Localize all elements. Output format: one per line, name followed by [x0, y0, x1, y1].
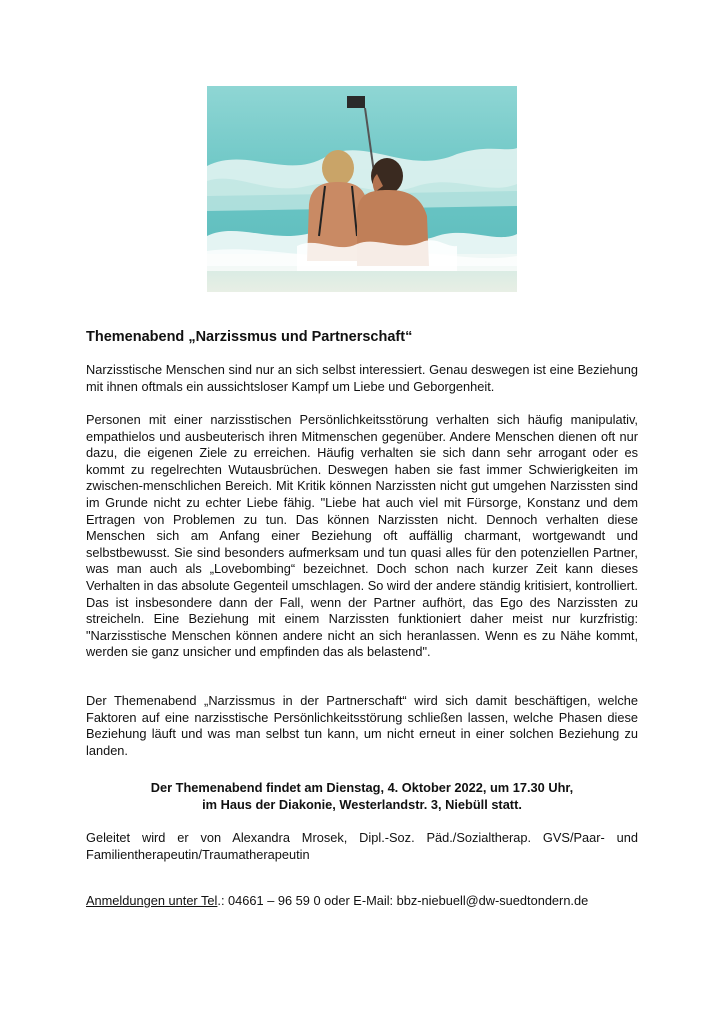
leader-paragraph: Geleitet wird er von Alexandra Mrosek, Dipl.-Soz. Päd./Sozialtherap. GVS/Paar- und Familientherapeutin/Traumatherapeutin: [86, 830, 638, 862]
contact-details: .: 04661 – 96 59 0 oder E-Mail: bbz-niebuell@dw-suedtondern.de: [217, 892, 589, 908]
event-location-line: im Haus der Diakonie, Westerlandstr. 3, Niebüll statt.: [202, 797, 522, 812]
page-title: Themenabend „Narzissmus und Partnerschaft“: [86, 329, 413, 345]
registration-label: Anmeldungen unter Tel: [86, 892, 218, 908]
beach-selfie-illustration: [207, 86, 517, 292]
event-details: [86, 779, 638, 813]
body-paragraph: Personen mit einer narzisstischen Persönlichkeitsstörung verhalten sich häufig manipulativ, empathielos und ausbeuterisch ihren Mitmenschen gegenüber. Andere Menschen dienen oft nur dazu, die eigenen Ziele zu erreichen. Häufig verhalten sie sich dann sehr arrogant oder es kommt zu regelrechten Wutausbrüchen. Deswegen haben sie fast immer Schwierigkeiten im zwischen-menschlichen Bereich. Mit Kritik können Narzissten nicht gut umgehen Narzissten sind im Grunde nicht zu echter Liebe fähig. "Liebe hat auch viel mit Fürsorge, Konstanz und dem Ertragen von Problemen zu tun. Das können Narzissten nicht. Dennoch verhalten diese Menschen sich am Anfang einer Beziehung oft auffällig charmant, wortgewandt und selbstbewusst. Sie sind besonders aufmerksam und tun quasi alles für den potenziellen Partner, was man auch als „Lovebombing“ bezeichnet. Doch schon nach kurzer Zeit kann dieses Verhalten in das absolute Gegenteil umschlagen. So wird der andere ständig kritisiert, kontrolliert. Das ist insbesondere dann der Fall, wenn der Partner aufhört, das Ego des Narzissten zu streicheln. Eine Beziehung mit einem Narzissten funktioniert daher meist nur kurzfristig: "Narzisstische Menschen können andere nicht an sich heranlassen. Wenn es zu Nähe kommt, werden sie ganz unsicher und empfinden das als belastend".: [86, 412, 638, 660]
event-date-line: Der Themenabend findet am Dienstag, 4. Oktober 2022, um 17.30 Uhr,: [150, 780, 574, 795]
event-description-paragraph: Der Themenabend „Narzissmus in der Partnerschaft“ wird sich damit beschäftigen, welche Faktoren auf eine narzisstische Persönlichkeitsstörung schließen lassen, welche Phasen diese Beziehung läuft und was man selbst tun kann, um nicht erneut in einer solchen Beziehung zu landen.: [86, 693, 638, 758]
intro-paragraph: Narzisstische Menschen sind nur an sich selbst interessiert. Genau deswegen ist eine Beziehung mit ihnen oftmals ein aussichtsloser Kampf um Liebe und Geborgenheit.: [86, 362, 638, 394]
couple-selfie-photo: [207, 86, 517, 292]
contact-line: [86, 893, 638, 910]
